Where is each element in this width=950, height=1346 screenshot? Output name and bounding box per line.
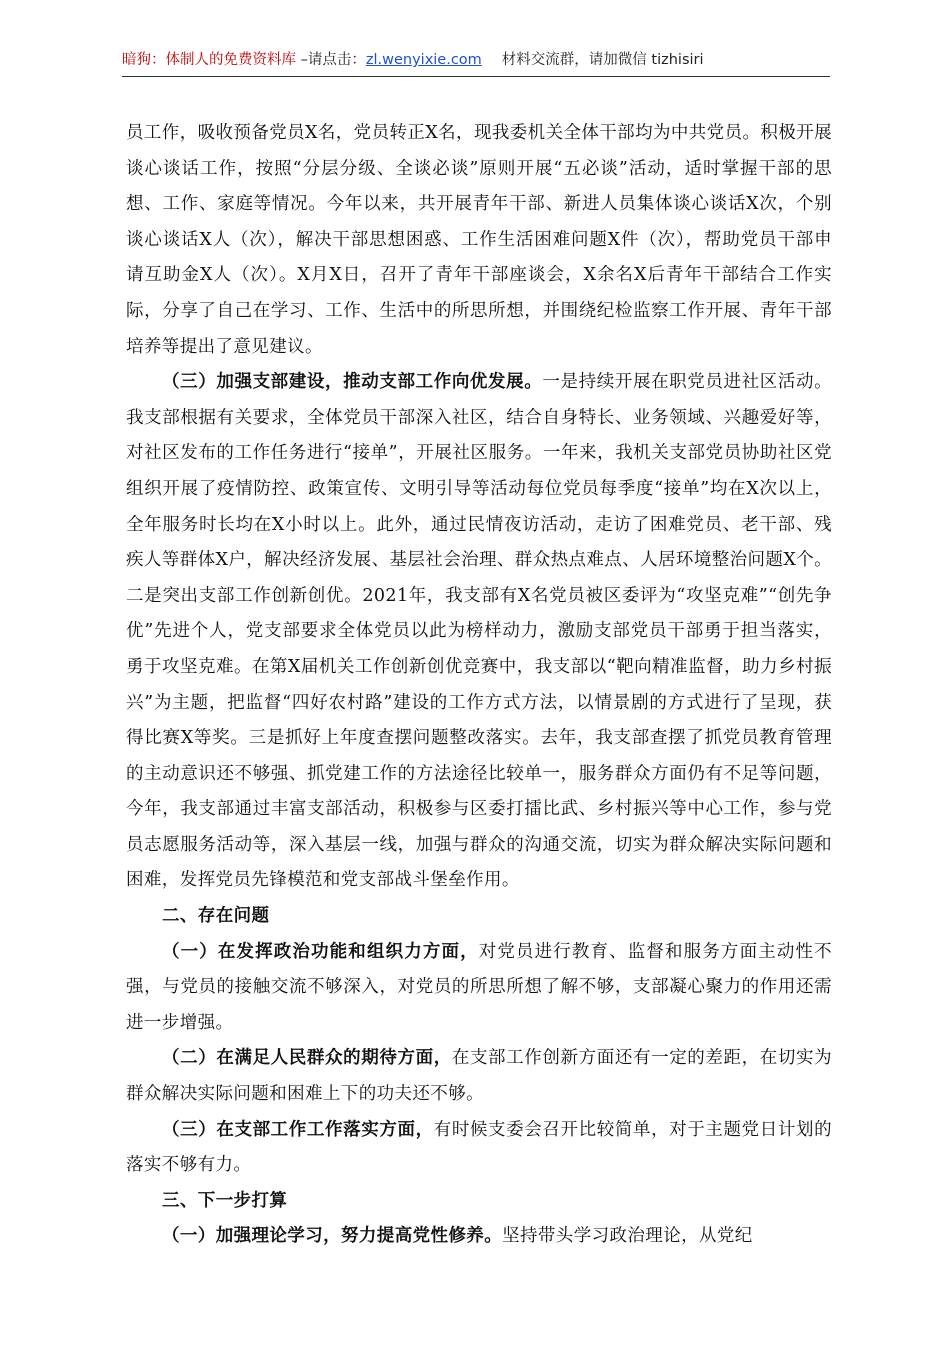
paragraph-4-heading: （二）在满足人民群众的期待方面， (162, 1048, 452, 1069)
paragraph-6-heading: （一）加强理论学习，努力提高党性修养。 (162, 1226, 503, 1247)
page-header (122, 50, 830, 77)
paragraph-4 (126, 1041, 832, 1112)
header-brand: 暗狗：体制人的免费资料库 (122, 52, 296, 68)
paragraph-3-heading: （一）在发挥政治功能和组织力方面， (162, 941, 479, 962)
paragraph-5 (126, 1113, 832, 1184)
paragraph-5-heading: （三）在支部工作工作落实方面， (162, 1119, 434, 1140)
section-heading-problems: 二、存在问题 (162, 906, 270, 927)
paragraph-1: 员工作，吸收预备党员X名，党员转正X名，现我委机关全体干部均为中共党员。积极开展谈心谈话工作，按照“分层分级、全谈必谈”原则开展“五必谈”活动，适时掌握干部的思想、工作、家庭等情况。今年以来，共开展青年干部、新进人员集体谈心谈话X次，个别谈心谈话X人（次），解决干部思想困惑、工作生活困难问题X件（次），帮助党员干部申请互助金X人（次）。X月X日，召开了青年干部座谈会，X余名X后青年干部结合工作实际，分享了自己在学习、工作、生活中的所思所想，并围绕纪检监察工作开展、青年干部培养等提出了意见建议。 (126, 123, 832, 357)
paragraph-4-text: 在支部工作创新方面还有一定的差距，在切实为群众解决实际问题和困难上下的功夫还不够。 (126, 1048, 832, 1105)
header-prompt: –请点击： (296, 52, 366, 68)
paragraph-6 (126, 1219, 832, 1255)
paragraph-2-text: 一是持续开展在职党员进社区活动。我支部根据有关要求，全体党员干部深入社区，结合自身特长、业务领域、兴趣爱好等，对社区发布的工作任务进行“接单”，开展社区服务。一年来，我机关支部党员协助社区党组织开展了疫情防控、政策宣传、文明引导等活动每位党员每季度“接单”均在X次以上，全年服务时长均在X小时以上。此外，通过民情夜访活动，走访了困难党员、老干部、残疾人等群体X户，解决经济发展、基层社会治理、群众热点难点、人居环境整治问题X个。二是突出支部工作创新创优。2021年，我支部有X名党员被区委评为“攻坚克难”“创先争优”先进个人，党支部要求全体党员以此为榜样动力，激励支部党员干部勇于担当落实，勇于攻坚克难。在第X届机关工作创新创优竞赛中，我支部以“靶向精准监督，助力乡村振兴”为主题，把监督“四好农村路”建设的工作方式方法，以情景剧的方式进行了呈现，获得比赛X等奖。三是抓好上年度查摆问题整改落实。去年，我支部查摆了抓党员教育管理的主动意识还不够强、抓党建工作的方法途径比较单一，服务群众方面仍有不足等问题，今年，我支部通过丰富支部活动，积极参与区委打擂比武、乡村振兴等中心工作，参与党员志愿服务活动等，深入基层一线，加强与群众的沟通交流，切实为群众解决实际问题和困难，发挥党员先锋模范和党支部战斗堡垒作用。 (126, 372, 832, 891)
paragraph-5-text: 有时候支委会召开比较简单，对于主题党日计划的落实不够有力。 (126, 1119, 832, 1176)
header-link[interactable]: zl.wenyixie.com (365, 52, 482, 68)
document-body (126, 116, 832, 1255)
paragraph-6-text: 坚持带头学习政治理论，从党纪 (502, 1226, 753, 1247)
paragraph-2-heading: （三）加强支部建设，推动支部工作向优发展。 (162, 372, 543, 393)
section-heading-next-steps: 三、下一步打算 (162, 1190, 288, 1211)
paragraph-2 (126, 365, 832, 899)
paragraph-3-text: 对党员进行教育、监督和服务方面主动性不强，与党员的接触交流不够深入，对党员的所思所想了解不够，支部凝心聚力的作用还需进一步增强。 (126, 941, 832, 1033)
paragraph-3 (126, 935, 832, 1042)
header-wechat-note: 材料交流群，请加微信 tizhisiri (501, 52, 704, 68)
